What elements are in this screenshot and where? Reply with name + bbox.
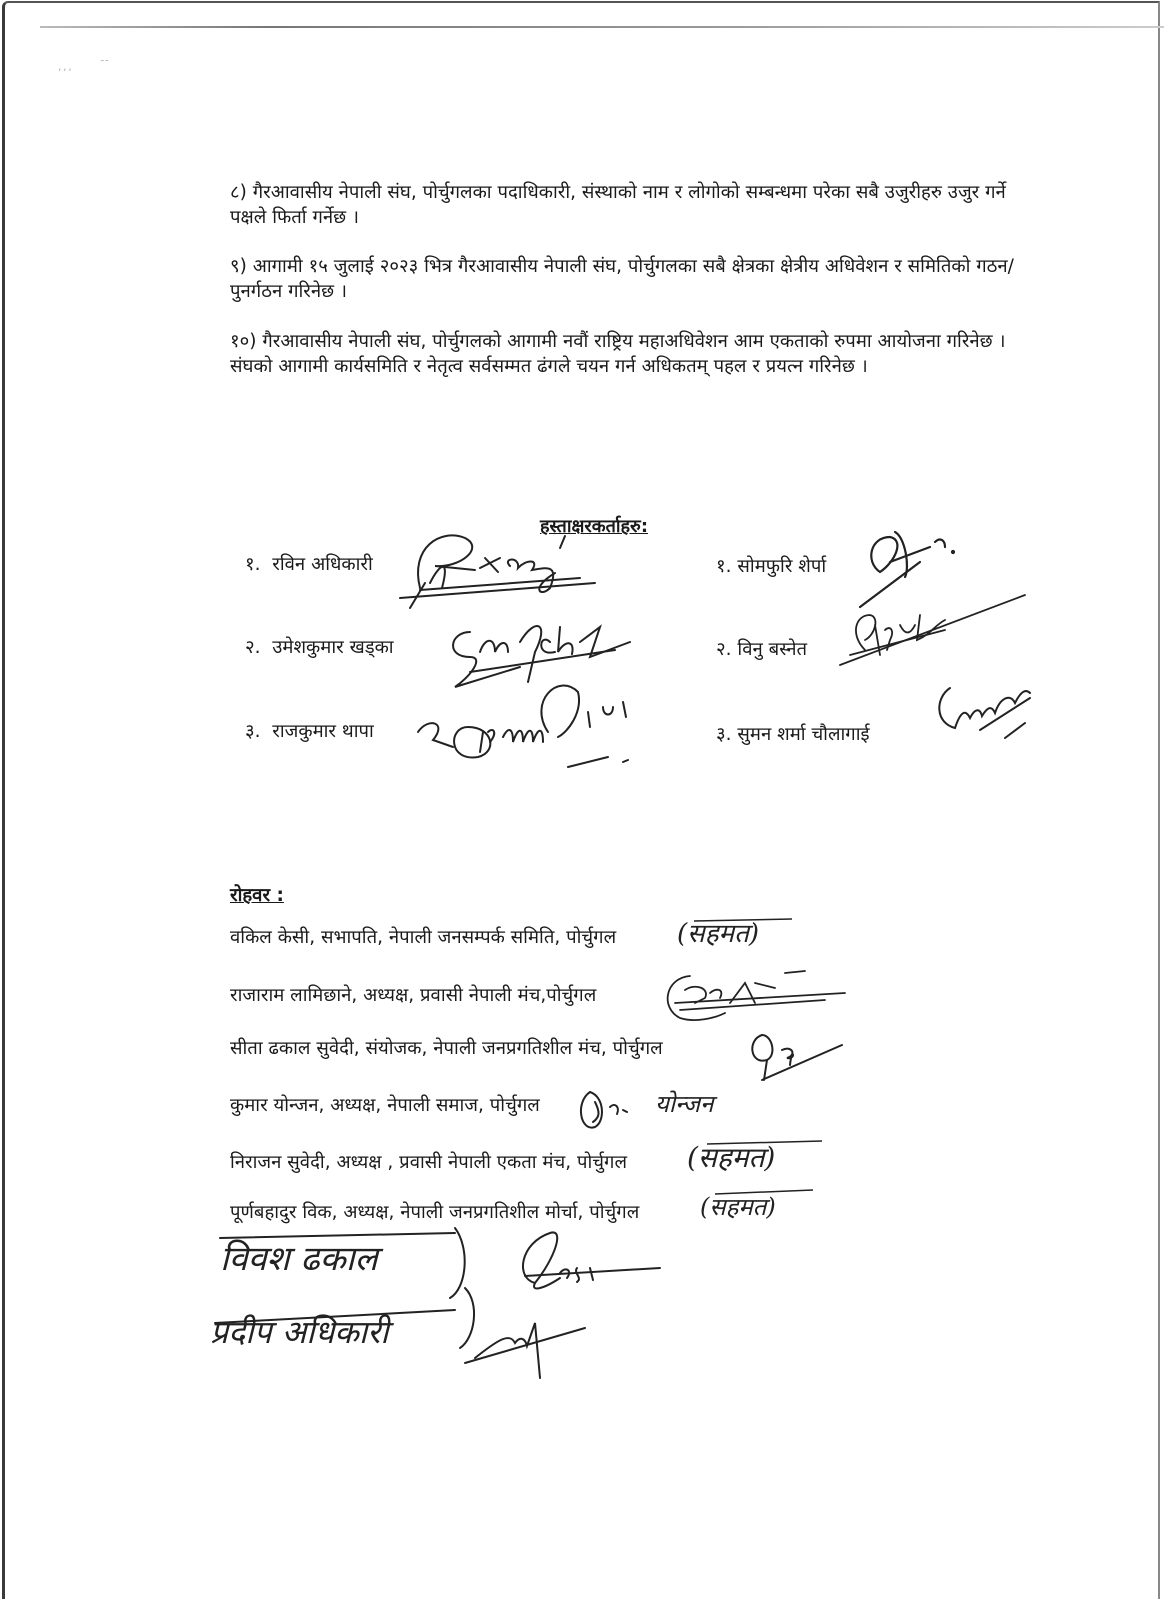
scan-artifact-mark: ˜˜ xyxy=(100,60,109,70)
signatory-left-1 xyxy=(245,551,373,576)
witness-3: सीता ढकाल सुवेदी, संयोजक, नेपाली जनप्रगतिशील मंच, पोर्चुगल xyxy=(230,1038,663,1059)
signatory-number: १. xyxy=(716,556,732,577)
signature-suman xyxy=(930,668,1050,748)
clause-text: गैरआवासीय नेपाली संघ, पोर्चुगलको आगामी नवौं राष्ट्रिय महाअधिवेशन आम एकताको रुपमा आयोजना गरिनेछ । संघको आगामी कार्यसमिति र नेतृत्व सर्वसम्मत ढंगले चयन गर्न अधिकतम् पहल र प्रयत्न गरिनेछ । xyxy=(230,331,1006,377)
handwritten-consent-mark xyxy=(695,1186,845,1226)
signature-rajaram xyxy=(655,968,855,1028)
witness-4: कुमार योन्जन, अध्यक्ष, नेपाली समाज, पोर्चुगल xyxy=(230,1095,540,1116)
clause-number: ८) xyxy=(230,182,247,203)
signatory-right-2 xyxy=(716,636,807,661)
scan-artifact-mark: ‚‚‚ xyxy=(58,62,74,73)
signatory-name: उमेशकुमार खड्का xyxy=(272,637,394,658)
clause-9 xyxy=(230,254,1020,304)
handwritten-mark-text: (सहमत) xyxy=(687,1141,776,1174)
handwritten-name-2: प्रदीप अधिकारी xyxy=(210,1313,389,1351)
handwritten-consent-mark xyxy=(672,913,822,953)
handwritten-consent-mark xyxy=(682,1135,852,1180)
top-rule xyxy=(40,26,1164,28)
handwritten-mark-text: (सहमत) xyxy=(700,1193,776,1221)
signature-raviin xyxy=(380,528,620,608)
clause-number: ९) xyxy=(230,256,247,277)
signatories-heading: हस्ताक्षरकर्ताहरु: xyxy=(540,516,649,537)
signatory-number: ३. xyxy=(716,724,732,745)
handwritten-mark-text: योन्जन xyxy=(655,1090,714,1118)
signatory-left-3 xyxy=(245,718,374,743)
signatory-name: सुमन शर्मा चौलागाई xyxy=(737,724,870,745)
witness-heading: रोहवर : xyxy=(230,885,284,906)
witness-2: राजाराम लामिछाने, अध्यक्ष, प्रवासी नेपाली मंच,पोर्चुगल xyxy=(230,985,597,1006)
signatory-left-2 xyxy=(245,634,394,659)
witness-1: वकिल केसी, सभापति, नेपाली जनसम्पर्क समिति, पोर्चुगल xyxy=(230,927,617,948)
signatory-number: २. xyxy=(245,637,261,658)
signature-rajkumar xyxy=(408,672,668,772)
signatory-number: १. xyxy=(245,554,261,575)
signatory-name: सोमफुरि शेर्पा xyxy=(737,556,827,577)
signature-vinu xyxy=(835,595,1035,675)
handwritten-name-1: विवश ढकाल xyxy=(220,1239,378,1279)
clause-8 xyxy=(230,180,1020,230)
handwritten-bottom-signatures xyxy=(205,1228,665,1398)
signatory-name: राजकुमार थापा xyxy=(272,721,374,742)
signatory-name: रविन अधिकारी xyxy=(272,554,373,575)
clause-10 xyxy=(230,329,1020,379)
handwritten-mark-text: (सहमत) xyxy=(677,919,760,949)
signature-kumar xyxy=(575,1072,815,1142)
signatory-right-1 xyxy=(716,553,826,578)
clause-text: गैरआवासीय नेपाली संघ, पोर्चुगलका पदाधिकारी, संस्थाको नाम र लोगोको सम्बन्धमा परेका सबै उजुरीहरु उजुर गर्ने पक्षले फिर्ता गर्नेछ । xyxy=(230,182,1006,228)
clause-number: १०) xyxy=(230,331,257,352)
witness-5: निराजन सुवेदी, अध्यक्ष , प्रवासी नेपाली एकता मंच, पोर्चुगल xyxy=(230,1152,627,1173)
clause-text: आगामी १५ जुलाई २०२३ भित्र गैरआवासीय नेपाली संघ, पोर्चुगलका सबै क्षेत्रका क्षेत्रीय अधिवेशन र समितिको गठन/पुनर्गठन गरिनेछ । xyxy=(230,256,1014,302)
signatory-name: विनु बस्नेत xyxy=(737,639,808,660)
signatory-number: ३. xyxy=(245,721,261,742)
witness-6: पूर्णबहादुर विक, अध्यक्ष, नेपाली जनप्रगतिशील मोर्चा, पोर्चुगल xyxy=(230,1202,640,1223)
signatory-number: २. xyxy=(716,639,732,660)
signatory-right-3 xyxy=(716,721,870,746)
